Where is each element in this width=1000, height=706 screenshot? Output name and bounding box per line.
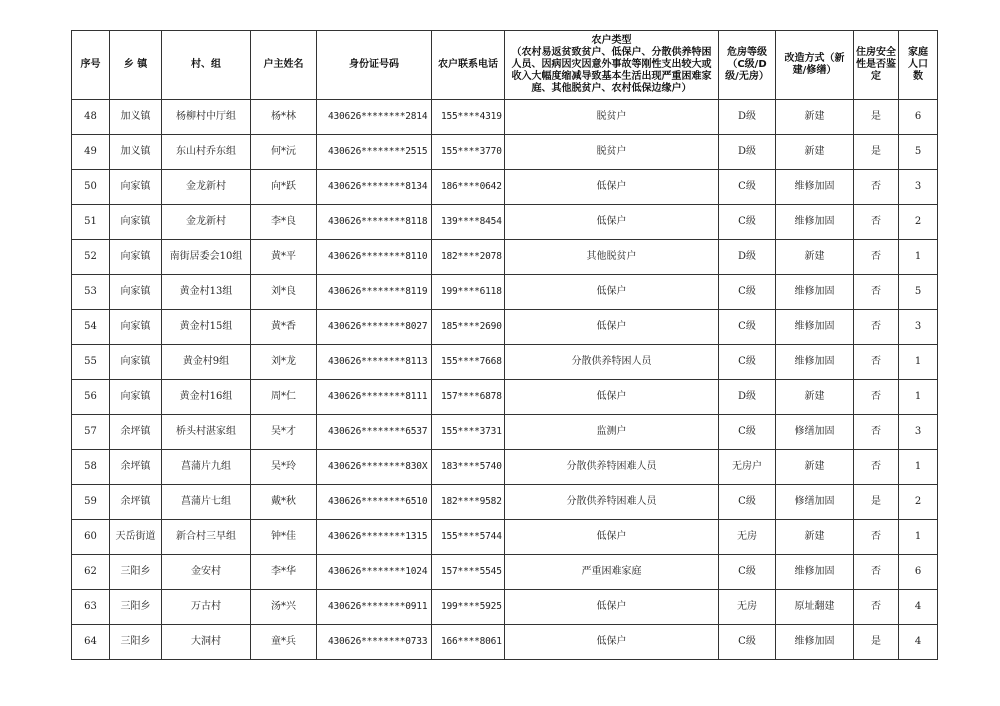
cell-pop: 2 bbox=[899, 205, 938, 240]
cell-safe: 否 bbox=[854, 345, 899, 380]
cell-tel: 199****6118 bbox=[432, 275, 505, 310]
cell-tel: 155****7668 bbox=[432, 345, 505, 380]
header-pop: 家庭人口数 bbox=[899, 31, 938, 100]
cell-pop: 5 bbox=[899, 135, 938, 170]
cell-method: 维修加固 bbox=[776, 275, 854, 310]
cell-id: 430626********8118 bbox=[317, 205, 432, 240]
cell-village: 杨柳村中厅组 bbox=[162, 100, 251, 135]
table-row bbox=[72, 380, 938, 415]
cell-head: 杨*林 bbox=[251, 100, 317, 135]
cell-level: D级 bbox=[719, 100, 776, 135]
cell-method: 维修加固 bbox=[776, 310, 854, 345]
table-row bbox=[72, 485, 938, 520]
cell-method: 新建 bbox=[776, 450, 854, 485]
cell-level: C级 bbox=[719, 205, 776, 240]
cell-type: 低保户 bbox=[505, 310, 719, 345]
cell-type: 分散供养特困难人员 bbox=[505, 450, 719, 485]
cell-pop: 3 bbox=[899, 170, 938, 205]
cell-level: C级 bbox=[719, 310, 776, 345]
cell-method: 新建 bbox=[776, 380, 854, 415]
cell-village: 万古村 bbox=[162, 590, 251, 625]
cell-safe: 否 bbox=[854, 380, 899, 415]
cell-pop: 1 bbox=[899, 240, 938, 275]
table-row bbox=[72, 345, 938, 380]
cell-no: 48 bbox=[72, 100, 110, 135]
header-type-title: 农户类型 bbox=[591, 35, 632, 46]
cell-town: 向家镇 bbox=[110, 380, 162, 415]
cell-pop: 2 bbox=[899, 485, 938, 520]
cell-no: 60 bbox=[72, 520, 110, 555]
cell-type: 低保户 bbox=[505, 520, 719, 555]
cell-no: 63 bbox=[72, 590, 110, 625]
cell-no: 51 bbox=[72, 205, 110, 240]
header-type-desc: （农村易返贫致贫户、低保户、分散供养特困人员、因病因灾因意外事故等刚性支出较大或收入大幅度缩减导致基本生活出现严重困难家庭、其他脱贫户、农村低保边缘户） bbox=[511, 47, 712, 94]
cell-village: 金龙新村 bbox=[162, 170, 251, 205]
cell-town: 加义镇 bbox=[110, 100, 162, 135]
cell-level: C级 bbox=[719, 415, 776, 450]
cell-tel: 155****3731 bbox=[432, 415, 505, 450]
cell-town: 向家镇 bbox=[110, 275, 162, 310]
header-town: 乡 镇 bbox=[110, 31, 162, 100]
table-row bbox=[72, 205, 938, 240]
cell-pop: 6 bbox=[899, 555, 938, 590]
cell-id: 430626********8113 bbox=[317, 345, 432, 380]
header-village: 村、组 bbox=[162, 31, 251, 100]
cell-village: 黄金村9组 bbox=[162, 345, 251, 380]
cell-safe: 是 bbox=[854, 100, 899, 135]
cell-pop: 4 bbox=[899, 590, 938, 625]
cell-id: 430626********2515 bbox=[317, 135, 432, 170]
cell-tel: 157****6878 bbox=[432, 380, 505, 415]
cell-head: 钟*佳 bbox=[251, 520, 317, 555]
cell-head: 童*兵 bbox=[251, 625, 317, 660]
cell-head: 周*仁 bbox=[251, 380, 317, 415]
cell-head: 李*良 bbox=[251, 205, 317, 240]
cell-pop: 1 bbox=[899, 380, 938, 415]
cell-level: D级 bbox=[719, 380, 776, 415]
header-type bbox=[505, 31, 719, 100]
cell-id: 430626********2814 bbox=[317, 100, 432, 135]
cell-type: 分散供养特困人员 bbox=[505, 345, 719, 380]
cell-pop: 4 bbox=[899, 625, 938, 660]
cell-no: 57 bbox=[72, 415, 110, 450]
cell-level: C级 bbox=[719, 345, 776, 380]
cell-level: D级 bbox=[719, 135, 776, 170]
cell-safe: 是 bbox=[854, 485, 899, 520]
cell-pop: 1 bbox=[899, 450, 938, 485]
cell-method: 修缮加固 bbox=[776, 415, 854, 450]
cell-village: 东山村乔东组 bbox=[162, 135, 251, 170]
cell-tel: 182****2078 bbox=[432, 240, 505, 275]
cell-id: 430626********8110 bbox=[317, 240, 432, 275]
header-tel: 农户联系电话 bbox=[432, 31, 505, 100]
cell-safe: 否 bbox=[854, 310, 899, 345]
header-safe: 住房安全性是否鉴定 bbox=[854, 31, 899, 100]
table-row bbox=[72, 590, 938, 625]
cell-level: C级 bbox=[719, 275, 776, 310]
cell-pop: 1 bbox=[899, 345, 938, 380]
cell-safe: 否 bbox=[854, 275, 899, 310]
cell-tel: 155****3770 bbox=[432, 135, 505, 170]
cell-method: 新建 bbox=[776, 240, 854, 275]
header-head: 户主姓名 bbox=[251, 31, 317, 100]
cell-tel: 199****5925 bbox=[432, 590, 505, 625]
cell-no: 59 bbox=[72, 485, 110, 520]
cell-town: 余坪镇 bbox=[110, 485, 162, 520]
cell-safe: 否 bbox=[854, 415, 899, 450]
cell-level: D级 bbox=[719, 240, 776, 275]
cell-no: 53 bbox=[72, 275, 110, 310]
cell-town: 天岳街道 bbox=[110, 520, 162, 555]
cell-head: 向*跃 bbox=[251, 170, 317, 205]
cell-level: 无房 bbox=[719, 520, 776, 555]
cell-type: 脱贫户 bbox=[505, 100, 719, 135]
cell-no: 55 bbox=[72, 345, 110, 380]
cell-town: 向家镇 bbox=[110, 310, 162, 345]
cell-pop: 3 bbox=[899, 415, 938, 450]
cell-pop: 6 bbox=[899, 100, 938, 135]
cell-tel: 155****4319 bbox=[432, 100, 505, 135]
cell-safe: 否 bbox=[854, 170, 899, 205]
cell-type: 低保户 bbox=[505, 205, 719, 240]
cell-type: 低保户 bbox=[505, 625, 719, 660]
cell-method: 维修加固 bbox=[776, 345, 854, 380]
cell-town: 三阳乡 bbox=[110, 590, 162, 625]
cell-tel: 182****9582 bbox=[432, 485, 505, 520]
cell-village: 黄金村16组 bbox=[162, 380, 251, 415]
cell-tel: 183****5740 bbox=[432, 450, 505, 485]
cell-town: 余坪镇 bbox=[110, 415, 162, 450]
cell-method: 新建 bbox=[776, 100, 854, 135]
cell-safe: 否 bbox=[854, 520, 899, 555]
cell-level: C级 bbox=[719, 625, 776, 660]
cell-id: 430626********0911 bbox=[317, 590, 432, 625]
cell-town: 加义镇 bbox=[110, 135, 162, 170]
cell-head: 汤*兴 bbox=[251, 590, 317, 625]
cell-safe: 否 bbox=[854, 450, 899, 485]
cell-town: 三阳乡 bbox=[110, 555, 162, 590]
cell-type: 监测户 bbox=[505, 415, 719, 450]
cell-type: 低保户 bbox=[505, 380, 719, 415]
header-row bbox=[72, 31, 938, 100]
cell-head: 刘*龙 bbox=[251, 345, 317, 380]
cell-no: 54 bbox=[72, 310, 110, 345]
cell-id: 430626********1024 bbox=[317, 555, 432, 590]
cell-tel: 185****2690 bbox=[432, 310, 505, 345]
cell-town: 向家镇 bbox=[110, 205, 162, 240]
table-row bbox=[72, 170, 938, 205]
cell-village: 黄金村13组 bbox=[162, 275, 251, 310]
cell-head: 刘*良 bbox=[251, 275, 317, 310]
cell-no: 58 bbox=[72, 450, 110, 485]
cell-village: 桥头村湛家组 bbox=[162, 415, 251, 450]
cell-village: 南街居委会10组 bbox=[162, 240, 251, 275]
cell-head: 戴*秋 bbox=[251, 485, 317, 520]
cell-type: 脱贫户 bbox=[505, 135, 719, 170]
cell-village: 金安村 bbox=[162, 555, 251, 590]
cell-head: 黄*平 bbox=[251, 240, 317, 275]
cell-id: 430626********8027 bbox=[317, 310, 432, 345]
cell-level: 无房户 bbox=[719, 450, 776, 485]
table-row bbox=[72, 310, 938, 345]
header-id: 身份证号码 bbox=[317, 31, 432, 100]
cell-safe: 否 bbox=[854, 590, 899, 625]
header-method: 改造方式（新建/修缮） bbox=[776, 31, 854, 100]
cell-no: 50 bbox=[72, 170, 110, 205]
cell-no: 56 bbox=[72, 380, 110, 415]
cell-town: 三阳乡 bbox=[110, 625, 162, 660]
header-level: 危房等级（C级/D级/无房） bbox=[719, 31, 776, 100]
cell-method: 维修加固 bbox=[776, 625, 854, 660]
cell-head: 吴*才 bbox=[251, 415, 317, 450]
cell-type: 分散供养特困难人员 bbox=[505, 485, 719, 520]
cell-level: C级 bbox=[719, 555, 776, 590]
table-row bbox=[72, 625, 938, 660]
cell-safe: 是 bbox=[854, 625, 899, 660]
cell-head: 李*华 bbox=[251, 555, 317, 590]
table-row bbox=[72, 450, 938, 485]
header-no: 序号 bbox=[72, 31, 110, 100]
cell-id: 430626********1315 bbox=[317, 520, 432, 555]
cell-town: 向家镇 bbox=[110, 240, 162, 275]
cell-method: 原址翻建 bbox=[776, 590, 854, 625]
cell-method: 维修加固 bbox=[776, 555, 854, 590]
cell-tel: 139****8454 bbox=[432, 205, 505, 240]
cell-level: C级 bbox=[719, 170, 776, 205]
table-row bbox=[72, 100, 938, 135]
cell-no: 49 bbox=[72, 135, 110, 170]
cell-head: 吴*玲 bbox=[251, 450, 317, 485]
cell-tel: 186****0642 bbox=[432, 170, 505, 205]
cell-type: 其他脱贫户 bbox=[505, 240, 719, 275]
cell-id: 430626********8111 bbox=[317, 380, 432, 415]
cell-head: 黄*香 bbox=[251, 310, 317, 345]
cell-type: 低保户 bbox=[505, 170, 719, 205]
cell-no: 62 bbox=[72, 555, 110, 590]
table-row bbox=[72, 520, 938, 555]
cell-id: 430626********8134 bbox=[317, 170, 432, 205]
cell-safe: 是 bbox=[854, 135, 899, 170]
table-row bbox=[72, 555, 938, 590]
cell-method: 维修加固 bbox=[776, 205, 854, 240]
cell-id: 430626********6537 bbox=[317, 415, 432, 450]
cell-id: 430626********0733 bbox=[317, 625, 432, 660]
cell-id: 430626********6510 bbox=[317, 485, 432, 520]
table-row bbox=[72, 135, 938, 170]
cell-town: 向家镇 bbox=[110, 170, 162, 205]
cell-id: 430626********8119 bbox=[317, 275, 432, 310]
cell-type: 严重困难家庭 bbox=[505, 555, 719, 590]
cell-pop: 3 bbox=[899, 310, 938, 345]
housing-table bbox=[71, 30, 938, 660]
cell-town: 向家镇 bbox=[110, 345, 162, 380]
cell-village: 菖蒲片九组 bbox=[162, 450, 251, 485]
cell-no: 64 bbox=[72, 625, 110, 660]
cell-village: 菖蒲片七组 bbox=[162, 485, 251, 520]
cell-town: 余坪镇 bbox=[110, 450, 162, 485]
cell-level: C级 bbox=[719, 485, 776, 520]
table-row bbox=[72, 415, 938, 450]
table-row bbox=[72, 240, 938, 275]
cell-method: 维修加固 bbox=[776, 170, 854, 205]
cell-level: 无房 bbox=[719, 590, 776, 625]
cell-tel: 157****5545 bbox=[432, 555, 505, 590]
cell-no: 52 bbox=[72, 240, 110, 275]
cell-method: 新建 bbox=[776, 520, 854, 555]
cell-safe: 否 bbox=[854, 205, 899, 240]
cell-id: 430626********830X bbox=[317, 450, 432, 485]
cell-pop: 1 bbox=[899, 520, 938, 555]
cell-tel: 166****8061 bbox=[432, 625, 505, 660]
cell-type: 低保户 bbox=[505, 590, 719, 625]
table-row bbox=[72, 275, 938, 310]
cell-village: 黄金村15组 bbox=[162, 310, 251, 345]
cell-village: 大洞村 bbox=[162, 625, 251, 660]
cell-method: 新建 bbox=[776, 135, 854, 170]
cell-village: 新合村三早组 bbox=[162, 520, 251, 555]
cell-type: 低保户 bbox=[505, 275, 719, 310]
cell-village: 金龙新村 bbox=[162, 205, 251, 240]
cell-method: 修缮加固 bbox=[776, 485, 854, 520]
cell-pop: 5 bbox=[899, 275, 938, 310]
cell-safe: 否 bbox=[854, 555, 899, 590]
cell-head: 何*沅 bbox=[251, 135, 317, 170]
cell-tel: 155****5744 bbox=[432, 520, 505, 555]
cell-safe: 否 bbox=[854, 240, 899, 275]
